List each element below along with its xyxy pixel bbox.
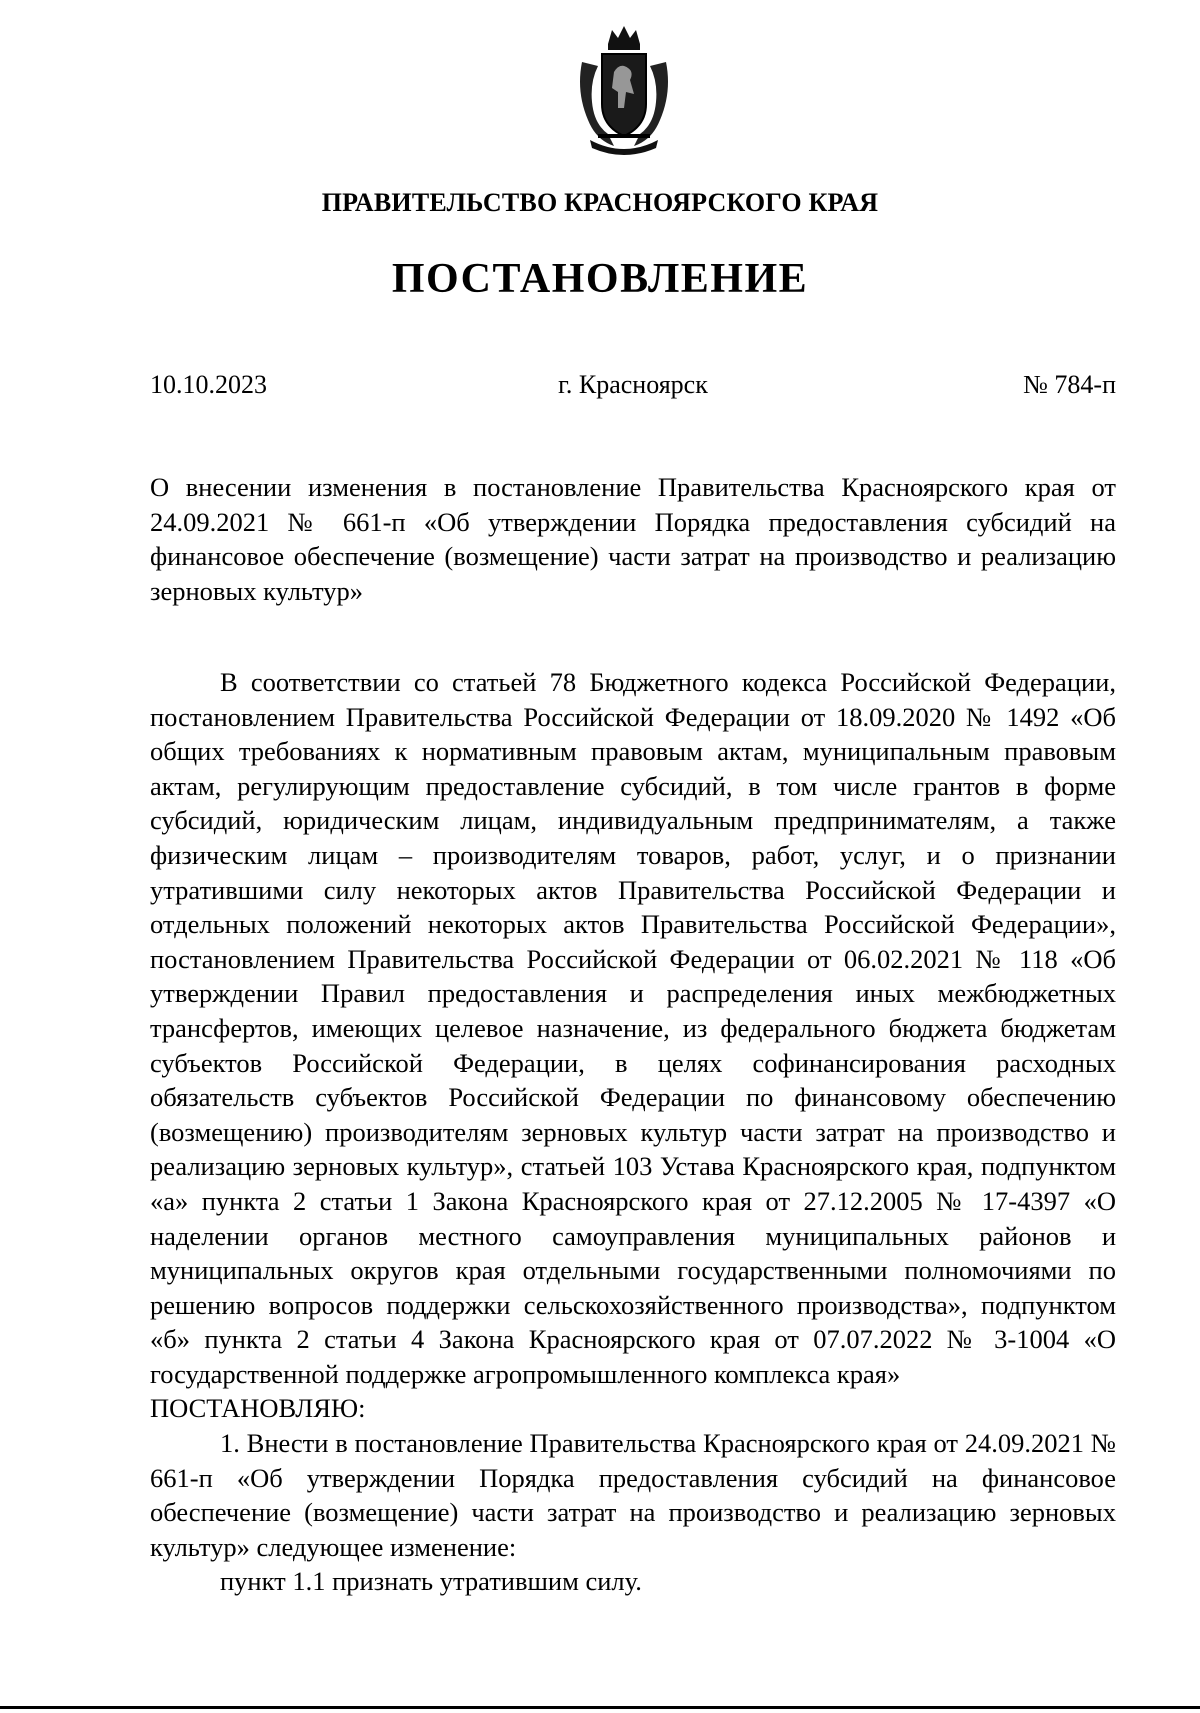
preamble-paragraph: В соответствии со статьей 78 Бюджетного кодекса Российской Федерации, постановлением Правительства Российской Федерации от 18.09.2020 № 1492 «Об общих требованиях к нормативным правовым актам, муниципальным правовым актам, регулирующим предоставление субсидий, в том числе грантов в форме субсидий, юридическим лицам, индивидуальным предпринимателям, а также физическим лицам – производителям товаров, работ, услуг, и о признании утратившими силу некоторых актов Правительства Российской Федерации и отдельных положений некоторых актов Правительства Российской Федерации», постановлением Правительства Российской Федерации от 06.02.2021 № 118 «Об утверждении Правил предоставления и распределения иных межбюджетных трансфертов, имеющих целевое назначение, из федерального бюджета бюджетам субъектов Российской Федерации, в целях софинансирования расходных обязательств субъектов Российской Федерации по финансовому обеспечению (возмещению) производителям зерновых культур части затрат на производство и реализацию зерновых культур», статьей 103 Устава Красноярского края, подпунктом «а» пункта 2 статьи 1 Закона Красноярского края от 27.12.2005 № 17-4397 «О наделении органов местного самоуправления муниципальных районов и муниципальных округов края отдельными государственными полномочиями по решению вопросов поддержки сельскохозяйственного производства», подпунктом «б» пункта 2 статьи 4 Закона Красноярского края от 07.07.2022 № 3-1004 «О государственной поддержке агропромышленного комплекса края» [150,667,1116,1389]
resolve-word: ПОСТАНОВЛЯЮ: [150,1393,366,1424]
document-date: 10.10.2023 [150,370,267,399]
organization-title: ПРАВИТЕЛЬСТВО КРАСНОЯРСКОГО КРАЯ [321,188,879,217]
document-meta-row [150,370,1116,406]
coat-of-arms-emblem [568,22,680,158]
item-1-paragraph: 1. Внести в постановление Правительства Красноярского края от 24.09.2021 № 661-п «Об утверждении Порядка предоставления субсидий на финансовое обеспечение (возмещение) части затрат на производство и реализацию зерновых культур» следующее изменение: [150,1428,1116,1562]
document-number: № 784-п [1023,370,1116,399]
document-subject: О внесении изменения в постановление Правительства Красноярского края от 24.09.2021 № 661-п «Об утверждении Порядка предоставления субсидий на финансовое обеспечение (возмещение) части затрат на производство и реализацию зерновых культур» [150,472,1116,606]
document-body [150,665,1116,1599]
item-1-subclause: пункт 1.1 признать утратившим силу. [220,1566,642,1597]
document-city: г. Красноярск [558,370,708,399]
document-type-title: ПОСТАНОВЛЕНИЕ [391,256,809,302]
scan-bottom-edge-divider [0,1706,1200,1709]
